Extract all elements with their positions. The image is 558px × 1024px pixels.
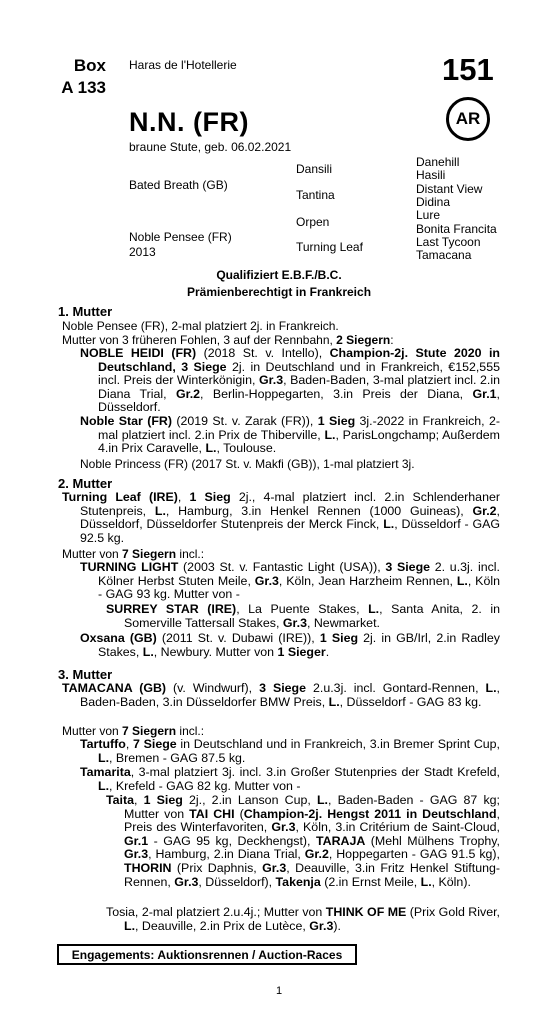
- box-number: A 133: [61, 78, 106, 97]
- engagements-box: [57, 944, 357, 965]
- section-title-3: 3. Mutter: [58, 667, 113, 682]
- pedigree-gen3-4: Didina: [416, 195, 451, 209]
- pedigree-gen3-3: Distant View: [416, 182, 483, 196]
- page-number: 1: [275, 985, 283, 997]
- lot-number: 151: [442, 52, 494, 87]
- premium-note: Prämienberechtigt in Frankreich: [186, 285, 372, 299]
- dam-3-tamacana: TAMACANA (GB) (v. Windwurf), 3 Siege 2.u.3j. incl. Gontard-Rennen, L., Baden-Baden, 3.in Düsseldorfer BMW Preis, L., Düsseldorf - GAG 83 kg.: [62, 681, 500, 709]
- produce-turning-light: TURNING LIGHT (2003 St. v. Fantastic Light (USA)), 3 Siege 2. u.3j. incl. Kölner Herbst Stuten Meile, Gr.3, Köln, Jean Harzheim Rennen, L., Köln - GAG 93 kg. Mutter von -: [80, 560, 500, 602]
- pedigree-sire: Bated Breath (GB): [129, 178, 228, 192]
- produce-surrey-star: SURREY STAR (IRE), La Puente Stakes, L., Santa Anita, 2. in Somerville Tattersall Stakes, Gr.3, Newmarket.: [106, 602, 501, 630]
- pedigree-gen3-7: Last Tycoon: [416, 235, 481, 249]
- produce-tosia: Tosia, 2-mal platziert 2.u.4j.; Mutter von THINK OF ME (Prix Gold River, L., Deauville, 2.in Prix de Lutèce, Gr.3).: [106, 905, 500, 933]
- qualification-note: Qualifiziert E.B.F./B.C.: [216, 268, 342, 282]
- pedigree-dam: Noble Pensee (FR): [129, 230, 232, 244]
- pedigree-gen3-1: Danehill: [416, 155, 460, 169]
- pedigree-gen3-5: Lure: [416, 208, 441, 222]
- produce-tamarita: Tamarita, 3-mal platziert 3j. incl. 3.in Großer Stutenpries der Stadt Krefeld, L., Krefeld - GAG 82 kg. Mutter von -: [80, 765, 500, 793]
- pedigree-gen2-3: Orpen: [296, 215, 330, 229]
- ar-badge: [446, 97, 490, 141]
- sibling-noble-star: Noble Star (FR) (2019 St. v. Zarak (FR)), 1 Sieg 3j.-2022 in Frankreich, 2-mal platziert incl. 2.in Prix de Thiberville, L., ParisLongchamp; Außerdem 4.in Prix Caravelle, L., Toulouse.: [80, 414, 501, 456]
- dam-2-turning-leaf: Turning Leaf (IRE), 1 Sieg 2j., 4-mal platziert incl. 2.in Schlenderhaner Stutenpreis, L., Hamburg, 3.in Henkel Rennen (1000 Guineas), Gr.2, Düsseldorf, Düsseldorfer Stutenpreis der Merck Finck, L., Düsseldorf - GAG 92.5 kg.: [62, 490, 500, 545]
- dam-2-produce: Mutter von 7 Siegern incl.:: [62, 547, 205, 561]
- sibling-noble-princess: Noble Princess (FR) (2017 St. v. Makfi (GB)), 1-mal platziert 3j.: [80, 457, 415, 471]
- box-label: Box: [73, 56, 106, 75]
- pedigree-gen2-2: Tantina: [296, 188, 335, 202]
- pedigree-gen3-6: Bonita Francita: [416, 222, 497, 236]
- horse-name: N.N. (FR): [129, 107, 249, 137]
- produce-taita: Taita, 1 Sieg 2j., 2.in Lanson Cup, L., Baden-Baden - GAG 87 kg; Mutter von TAI CHI (Champion-2j. Hengst 2011 in Deutschland, Preis des Winterfavoriten, Gr.3, Köln, 3.in Critérium de Saint-Cloud, Gr.1 - GAG 95 kg, Deckhengst), TARAJA (Mehl Mülhens Trophy, Gr.3, Hamburg, 2.in Diana Trial, Gr.2, Hoppegarten - GAG 91.5 kg), THORIN (Prix Daphnis, Gr.3, Deauville, 3.in Fritz Henkel Stiftung-Rennen, Gr.3, Düsseldorf), Takenja (2.in Ernst Meile, L., Köln).: [106, 793, 500, 889]
- horse-description: braune Stute, geb. 06.02.2021: [129, 140, 292, 154]
- pedigree-gen2-1: Dansili: [296, 162, 333, 176]
- pedigree-gen3-8: Tamacana: [416, 248, 472, 262]
- dam-3-produce: Mutter von 7 Siegern incl.:: [62, 724, 205, 738]
- pedigree-dam-year: 2013: [129, 245, 156, 259]
- produce-oxsana: Oxsana (GB) (2011 St. v. Dubawi (IRE)), 1 Sieg 2j. in GB/Irl, 2.in Radley Stakes, L., Newbury. Mutter von 1 Sieger.: [80, 631, 500, 659]
- consignor: Haras de l'Hotellerie: [129, 58, 237, 72]
- section-title-1: 1. Mutter: [58, 304, 113, 319]
- produce-tartuffo: Tartuffo, 7 Siege in Deutschland und in Frankreich, 3.in Bremer Sprint Cup, L., Bremen - GAG 87.5 kg.: [80, 737, 500, 765]
- sibling-noble-heidi: NOBLE HEIDI (FR) (2018 St. v. Intello), Champion-2j. Stute 2020 in Deutschland, 3 Siege 2j. in Deutschland und in Frankreich, €152,555 incl. Preis der Winterkönigin, Gr.3, Baden-Baden, 3-mal platziert incl. 2.in Diana Trial, Gr.2, Berlin-Hoppegarten, 3.in Preis der Diana, Gr.1, Düsseldorf.: [80, 346, 501, 415]
- pedigree-gen2-4: Turning Leaf: [296, 240, 363, 254]
- engagements-label: Engagements: Auktionsrennen / Auction-Races: [71, 947, 343, 962]
- dam-1-produce: Mutter von 3 früheren Fohlen, 3 auf der Rennbahn, 2 Siegern:: [62, 333, 394, 347]
- section-title-2: 2. Mutter: [58, 476, 113, 491]
- dam-1-summary: Noble Pensee (FR), 2-mal platziert 2j. in Frankreich.: [62, 319, 339, 333]
- ar-badge-label: AR: [455, 109, 481, 128]
- pedigree-gen3-2: Hasili: [416, 168, 446, 182]
